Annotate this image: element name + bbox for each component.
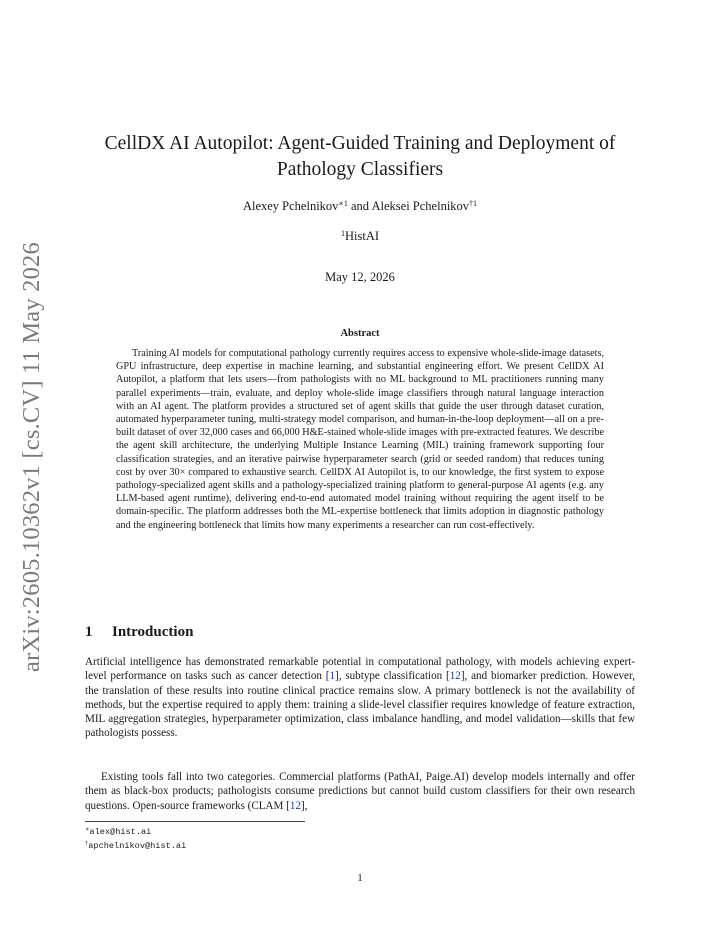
footnote-email[interactable]: alex@hist.ai: [89, 827, 152, 837]
paragraph-text: ],: [300, 799, 308, 812]
section-title: Introduction: [112, 624, 194, 640]
citation-link[interactable]: 12: [289, 799, 301, 812]
footnote-email[interactable]: apchelnikov@hist.ai: [88, 841, 187, 851]
footnote-divider: [85, 821, 305, 822]
abstract-heading: Abstract: [340, 328, 380, 339]
citation-link[interactable]: 1: [329, 670, 336, 683]
arxiv-identifier-stamp: arXiv:2605.10362v1 [cs.CV] 11 May 2026: [18, 242, 45, 672]
paragraph-text: Artificial intelligence has demonstrated remarkable potential in computational pathology, with models achieving expert-level performance on tasks such as cancer detection [: [85, 656, 635, 683]
affiliation-mark: 1: [340, 229, 345, 238]
author-mark: ∗1: [338, 199, 348, 208]
affiliation-name: HistAI: [344, 229, 380, 243]
footnote-mark: ∗: [85, 826, 90, 833]
page-number: 1: [357, 872, 363, 884]
section-number: 1: [85, 624, 93, 640]
intro-paragraph-2: [85, 770, 635, 813]
author-line: [85, 198, 635, 214]
affiliation: [85, 228, 635, 244]
paragraph-text: ], and biomarker prediction. However, the translation of these results into routine clinical practice remains slow. A primary bottleneck is not the availability of methods, but the expertise required to apply them: training a slide-level classifier requires knowledge of feature extraction, MIL aggregation strategies, hyperparameter optimization, class imbalance handling, and model validation—skills that few pathologists possess.: [85, 670, 635, 740]
author-name: Aleksei Pchelnikov: [371, 199, 470, 213]
paragraph-text: Existing tools fall into two categories. Commercial platforms (PathAI, Paige.AI) develop models internally and offer them as black-box products; pathologists consume predictions but cannot build custom classifiers for their own research questions. Open-source frameworks (CLAM [: [85, 771, 635, 812]
author-joiner: and: [350, 199, 370, 213]
paper-title: CellDX AI Autopilot: Agent-Guided Training and Deployment of Pathology Classifiers: [104, 133, 616, 180]
author-name: Alexey Pchelnikov: [242, 199, 339, 213]
intro-paragraph-1: [85, 655, 635, 741]
footnote: [85, 825, 635, 839]
abstract-text: Training AI models for computational pathology currently requires access to expensive whole-slide-image datasets, GPU infrastructure, deep expertise in machine learning, and substantial engineering effort. We present CellDX AI Autopilot, a platform that lets users—from pathologists with no ML background to ML practitioners running many parallel experiments—train, evaluate, and deploy whole-slide image classifiers through natural language interaction with an AI agent. The platform provides a structured set of agent skills that guide the user through dataset curation, automated hyperparameter tuning, multi-strategy model comparison, and human-in-the-loop deployment—all on a pre-built dataset of over 32,000 cases and 66,000 H&E-stained whole-slide images with pre-extracted features. We describe the agent skill architecture, the underlying Multiple Instance Learning (MIL) training framework supporting four classification strategies, and an iterative pairwise hyperparameter search (grid or seeded random) that reduces tuning cost by over 30× compared to exhaustive search. CellDX AI Autopilot is, to our knowledge, the first system to expose pathology-specialized agent skills and a pathology-specialized training platform to general-purpose AI agents (e.g. any LLM-based agent runtime), delivering end-to-end automated model training without requiring the agent itself to be domain-specific. The platform addresses both the ML-expertise bottleneck that limits adoption in diagnostic pathology and the engineering bottleneck that limits how many experiments a researcher can run cost-effectively.: [116, 348, 604, 531]
paragraph-text: ], subtype classification [: [335, 670, 450, 683]
footnote-mark: †: [85, 840, 89, 847]
section-heading: [85, 622, 635, 642]
footnotes: [85, 825, 635, 853]
footnote: [85, 839, 635, 853]
author-mark: †1: [469, 199, 478, 208]
citation-link[interactable]: 12: [449, 670, 461, 683]
publication-date: May 12, 2026: [325, 270, 395, 284]
